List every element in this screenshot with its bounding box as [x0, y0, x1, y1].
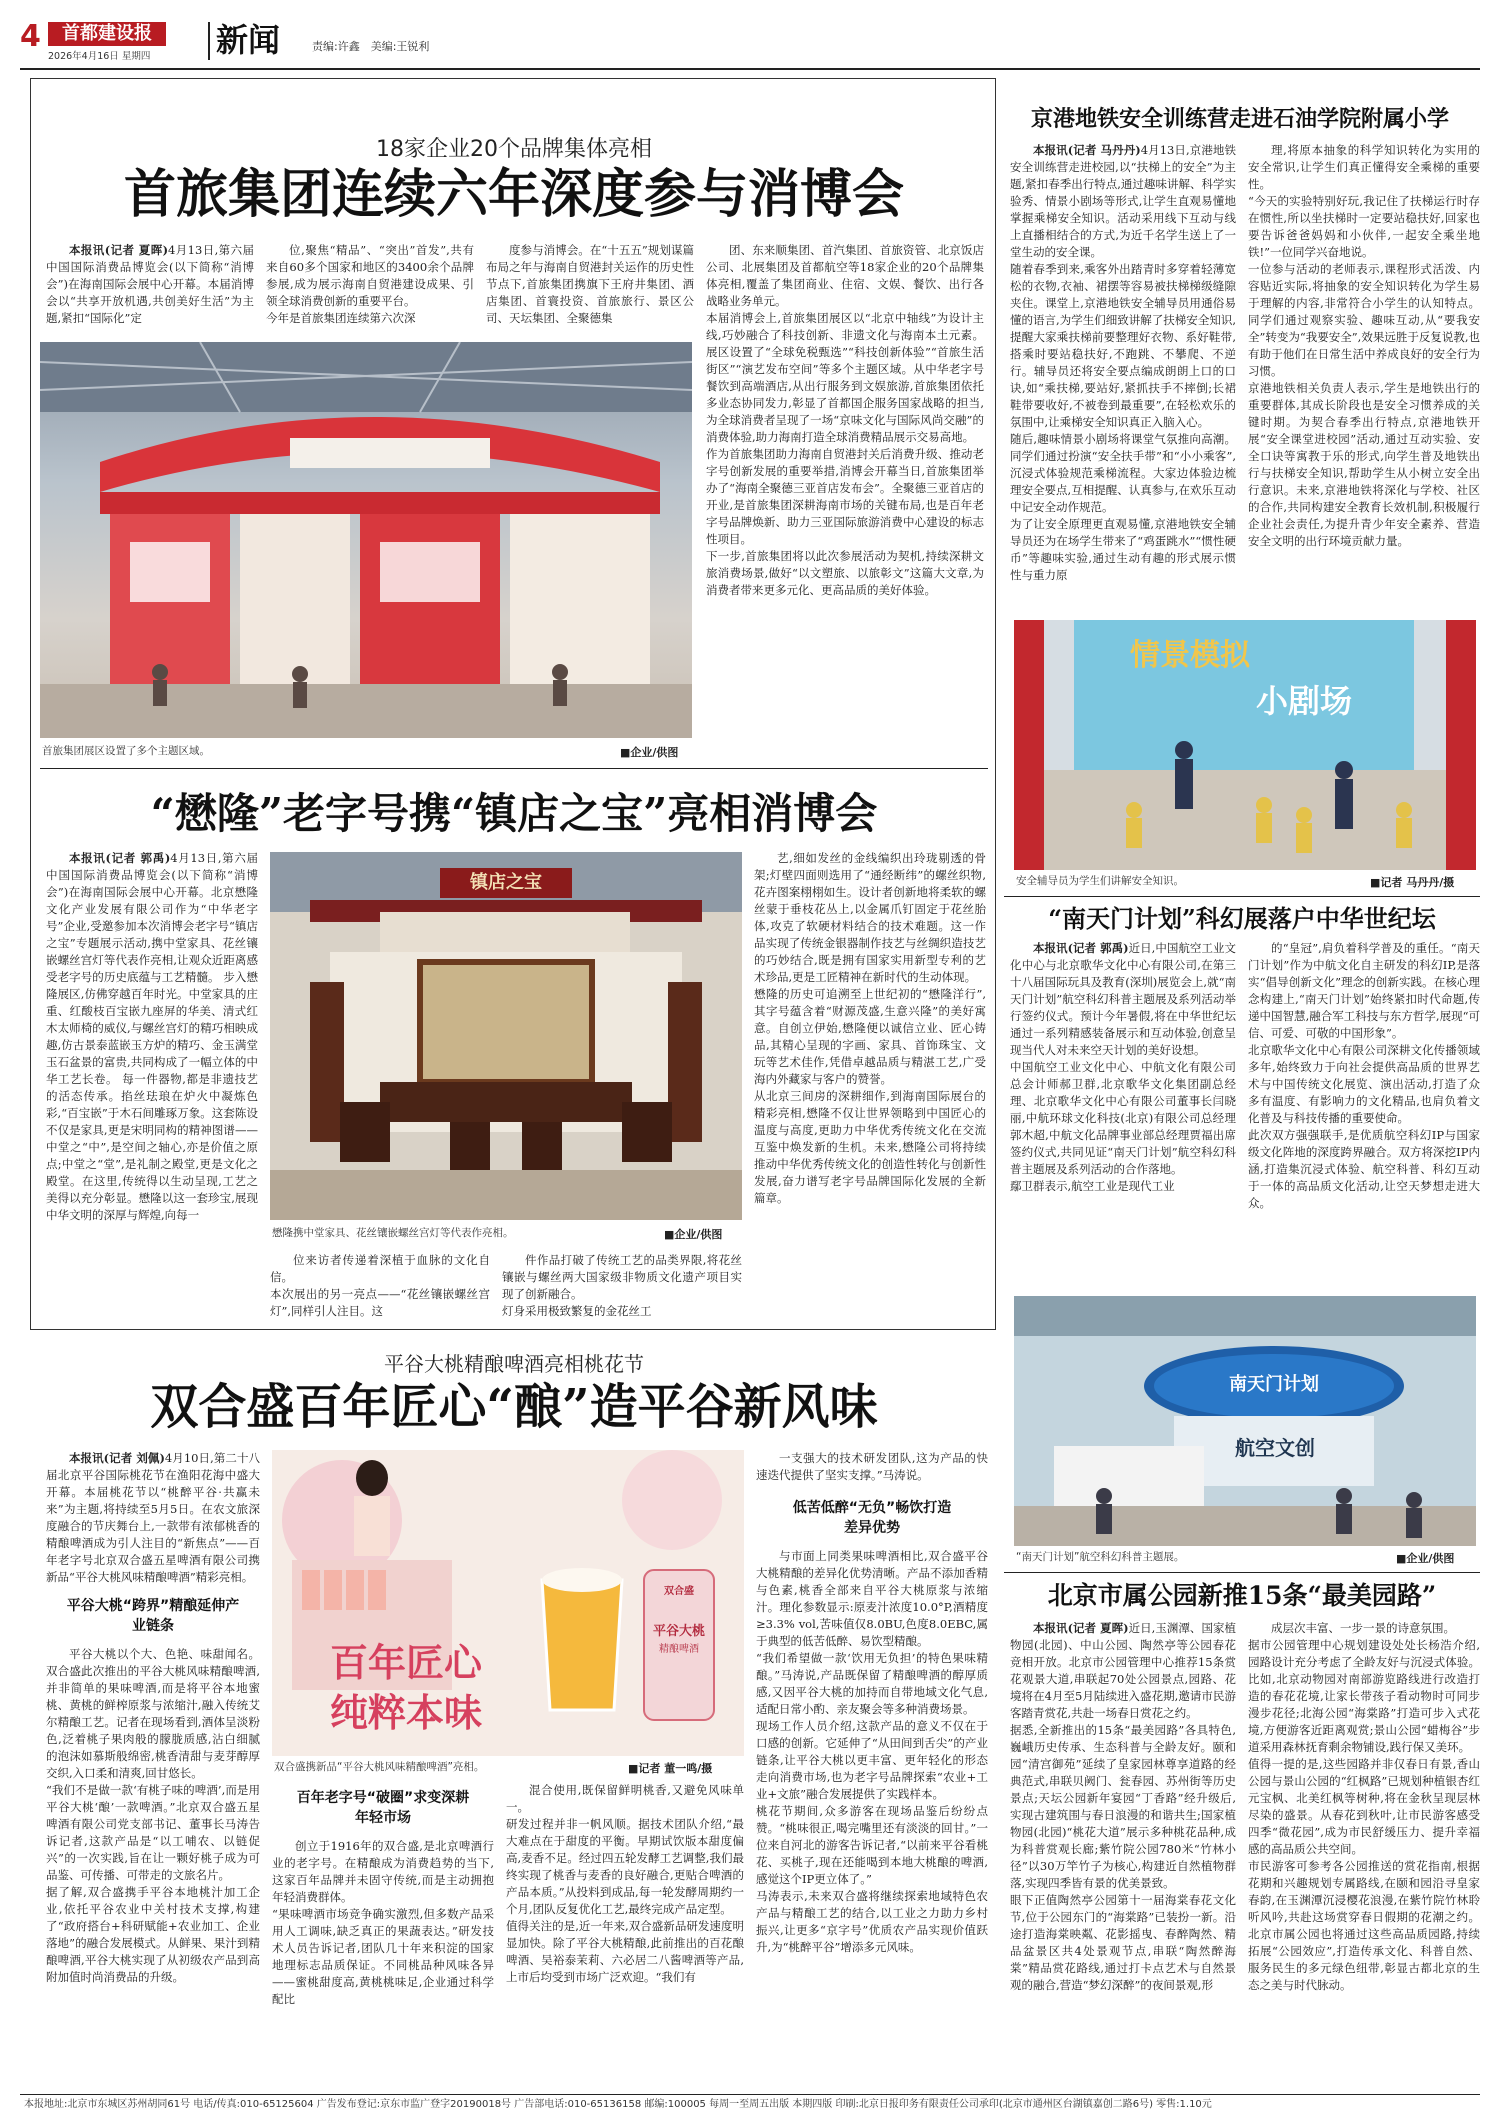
art4-stage-line1: 情景模拟: [1130, 638, 1250, 673]
paper-name: 首都建设报: [48, 22, 166, 46]
art1-photo: [40, 342, 692, 738]
art4-col1-text: 4月13日,京港地铁安全训练营走进校园,以“扶梯上的安全”为主题,紧扣春季出行特点,通过趣味讲解、科学实验秀、情景小剧场等形式,让学生直观易懂地掌握乘梯安全知识。活动采用线下互动与线上直播相结合的方式,为近千名学生送上了一堂生动的安全课。 随着春季到来,乘客外出踏青时多穿着轻薄宽松的衣物,衣袖、裙摆等容易被扶梯梯级缝隙夹住。课堂上,京港地铁安全辅导员用通俗易懂的语言,为学生们细致讲解了扶梯安全知识,提醒大家乘扶梯前要整理好衣物、系好鞋带,搭乘时要站稳扶好,不跑跳、不攀爬、不逆行。辅导员还将安全要点编成朗朗上口的口诀,如“乘扶梯,要站好,紧抓扶手不摔倒;长裙鞋带要收好,不被卷到最重要”,在轻松欢乐的氛围中,让乘梯安全知识真正入脑入心。 随后,趣味情景小剧场将课堂气氛推向高潮。同学们通过扮演“安全扶手带”和“小小乘客”,沉浸式体验规范乘梯流程。大家边体验边梳理安全要点,互相提醒、认真参与,在欢乐互动中记安全动作规范。 为了让安全原理更直观易懂,京港地铁安全辅导员还为在场学生带来了“鸡蛋跳水”“惯性硬币”等趣味实验,通过生动有趣的形式展示惯性与重力原: [1010, 143, 1236, 582]
page-number: 4: [20, 19, 41, 54]
art1-col2-text: 位,聚焦“精品”、“突出”首发”,共有来自60多个国家和地区的3400余个品牌参展,成为展示海南自贸港建设成果、引领全球消费创新的重要平台。 今年是首旅集团连续第六次深: [266, 243, 474, 325]
art1-headline: 首旅集团连续六年深度参与消博会: [123, 164, 904, 225]
art3-col3: [506, 1782, 744, 2090]
art1-photo-credit: ■企业/供图: [620, 746, 679, 759]
art5-photo-credit: ■企业/供图: [1396, 1552, 1455, 1565]
art3-col4: [756, 1450, 988, 2090]
art1-col1: [46, 242, 254, 342]
art1-kicker: 18家企业20个品牌集体亮相: [376, 137, 652, 162]
art3-photo: [272, 1450, 744, 1756]
art1-col4-text: 团、东来顺集团、首汽集团、首旅资管、北京饭店公司、北展集团及首都航空等18家企业的20个品牌集体亮相,覆盖了集团商业、住宿、文娱、餐饮、出行各战略业务单元。 本届消博会上,首旅集团展区以“北京中轴线”为设计主线,巧妙融合了科技创新、非遗文化与海南本土元素。展区设置了“全球免税甄选”“科技创新体验”“首旅生活街区”“演艺发布空间”等多个主题区域。从中华老字号餐饮到高端酒店,从出行服务到文娱旅游,首旅集团依托多业态协同发力,彰显了首都国企服务国家战略的担当,为全球消费者呈现了一场“京味文化与国际风尚交融”的消费体验,助力海南打造全球消费精品展示交易高地。 作为首旅集团助力海南自贸港封关后消费升级、推动老字号创新发展的重要举措,消博会开幕当日,首旅集团举办了“海南全聚德三亚首店发布会”。全聚德三亚首店的开业,是首旅集团深耕海南市场的关键布局,也是百年老字号品牌焕新、助力三亚国际旅游消费中心建设的标志性项目。 下一步,首旅集团将以此次参展活动为契机,持续深耕文旅消费场景,做好“以文塑旅、以旅彰文”这篇大文章,为消费者带来更多元化、更高品质的美好体验。: [706, 243, 984, 597]
art4-headline: 京港地铁安全训练营走进石油学院附属小学: [1030, 106, 1449, 132]
art3-banner-line2: 纯粹本味: [329, 1691, 482, 1735]
section-name: 新闻: [216, 21, 281, 59]
art1-byline: 本报讯(记者 夏晖): [69, 243, 169, 257]
art2-byline: 本报讯(记者 郭禹): [69, 851, 171, 865]
art3-col2: [272, 1782, 494, 2090]
art5-photo-caption: “南天门计划”航空科幻科普主题展。: [1016, 1551, 1185, 1563]
art2-col1: [46, 850, 258, 1322]
art1-col2: [266, 242, 474, 342]
art3-can-label: 平谷大桃: [652, 1624, 705, 1639]
art3-col1-text: 4月10日,第二十八届北京平谷国际桃花节在渔阳花海中盛大开幕。本届桃花节以“桃醉平谷·共赢未来”为主题,将持续至5月5日。在农文旅深度融合的节庆舞台上,一款带有浓郁桃香的精酿啤酒成为引人注目的“新焦点”——百年老字号北京双合盛五星啤酒有限公司携新品“平谷大桃风味精酿啤酒”精彩亮相。: [46, 1451, 260, 1584]
art4-col2: [1248, 142, 1480, 620]
art3-col1b-text: 平谷大桃以个大、色艳、味甜闻名。双合盛此次推出的平谷大桃风味精酿啤酒,并非简单的果味啤酒,而是将平谷本地蜜桃、黄桃的鲜榨原浆与浓缩汁,融入传统艾尔精酿工艺。记者在现场看到,酒体呈淡粉色,泛着桃子果肉般的朦胧质感,沾白细腻的泡沫如慕斯般绵密,桃香清甜与麦芽醇厚交织,入口柔和清爽,回甘悠长。 “我们不是做一款‘有桃子味的啤酒’,而是用平谷大桃‘酿’一款啤酒。”北京双合盛五星啤酒有限公司党支部书记、董事长马涛告诉记者,这款产品是“以工哺农、以链促兴”的一次实践,旨在让一颗好桃子成为可品鉴、可传播、可带走的文旅名片。 据了解,双合盛携手平谷本地桃汁加工企业,依托平谷农业中关村技术支撑,构建了“政府搭台+科研赋能+农业加工、企业落地”的融合发展模式。从鲜果、果汁到精酿啤酒,平谷大桃实现了从初级农产品到高附加值时尚消费品的升级。: [46, 1647, 260, 1984]
art3-subhead-1: 平谷大桃“跨界”精酿延伸产业链条: [66, 1598, 240, 1634]
art3-photo-caption: 双合盛携新品“平谷大桃风味精酿啤酒”亮相。: [274, 1761, 485, 1773]
art3-kicker: 平谷大桃精酿啤酒亮相桃花节: [384, 1352, 644, 1376]
art1-col1-text: 4月13日,第六届中国国际消费品博览会(以下简称“消博会”)在海南国际会展中心开幕。本届消博会以“共享开放机遇,共创美好生活”为主题,紧扣“国际化”定: [46, 243, 254, 325]
art3-col3-text: 混合使用,既保留鲜明桃香,又避免风味单一。 研发过程并非一帆风顺。据技术团队介绍,“最大难点在于甜度的平衡。早期试饮版本甜度偏高,麦香不足。经过四五轮发酵工艺调整,我们最终实现了桃香与麦香的良好融合,更贴合啤酒的产品本质。”从投料到成品,每一轮发酵周期约一个月,团队反复优化工艺,最终完成产品定型。 值得关注的是,近一年来,双合盛新品研发速度明显加快。除了平谷大桃精酿,此前推出的百花酿啤酒、吴裕泰茉莉、六必居二八酱啤酒等产品,上市后均受到市场广泛欢迎。“我们有: [506, 1783, 744, 1984]
art3-photo-credit: ■记者 董一鸣/摄: [628, 1762, 713, 1775]
art5-col2-text: 的“皇冠”,肩负着科学普及的重任。“南天门计划”作为中航文化自主研发的科幻IP,是落实“倡导创新文化”理念的创新实践。在核心理念构建上,“南天门计划”始终紧扣时代命题,传递中国智慧,融合军工科技与东方哲学,展现“可信、可爱、可敬的中国形象”。 北京歌华文化中心有限公司深耕文化传播领域多年,始终致力于向社会提供高品质的世界艺术与中国传统文化展览、演出活动,打造了众多有温度、有影响力的文化精品,也肩负着文化普及与科技传播的重要使命。 此次双方强强联手,是优质航空科幻IP与国家级文化阵地的深度跨界融合。双方将深挖IP内涵,打造集沉浸式体验、航空科普、科幻互动于一体的高品质文化活动,让空天梦想走进大众。: [1248, 941, 1480, 1210]
aerospace-booth-illustration: [1014, 1296, 1476, 1546]
art6-headline: 北京市属公园新推15条“最美园路”: [1047, 1581, 1437, 1610]
furniture-booth-illustration: [270, 852, 742, 1220]
art3-can-sub: 精酿啤酒: [659, 1644, 699, 1655]
art2-col4-text: 艺,细如发丝的金线编织出玲珑剔透的骨架;灯壁四面则选用了“通经断纬”的螺丝织物,花卉图案栩栩如生。设计者创新地将柔软的螺丝蒙于垂枝花丛上,以金属爪钉固定于花丝胎体,攻克了软硬材料结合的技术难题。这一作品实现了传统金银器制作技艺与丝绸织造技艺的巧妙结合,既是拥有国家实用新型专利的艺术珍品,更是工匠精神在新时代的生动体现。 懋隆的历史可追溯至上世纪初的“懋隆洋行”,其字号蕴含着“财源茂盛,生意兴隆”的美好寓意。自创立伊始,懋隆便以诚信立业、匠心铸品,其精心呈现的字画、家具、首饰珠宝、文玩等艺术佳作,凭借卓越品质与精湛工艺,广受海内外藏家与客户的赞誉。 从北京三间房的深耕细作,到海南国际展台的精彩亮相,懋隆不仅让世界领略到中国匠心的温度与高度,更助力中华优秀传统文化在交流互鉴中焕发新的生机。未来,懋隆公司将持续推动中华优秀传统文化的创造性转化与创新性发展,奋力谱写老字号品牌国际化发展的全新篇章。: [754, 851, 986, 1205]
art2-photo-caption: 懋隆携中堂家具、花丝镶嵌螺丝宫灯等代表作亮相。: [272, 1227, 514, 1239]
art6-col2-text: 成层次丰富、一步一景的诗意氛围。 据市公园管理中心规划建设处处长杨浩介绍,园路设计充分考虑了全龄友好与沉浸式体验。比如,北京动物园对南部游览路线进行改造打造的春花花境,让家长带孩子看动物时可同步漫步花径;北海公园“海棠路”打造可步入式花境,方便游客近距离观赏;景山公园“蜡梅谷”步道采用森林抚育剩余物铺设,践行保又美环。 值得一提的是,这些园路并非仅春日有景,香山公园与景山公园的“红枫路”已规划种植银杏红元宝枫、北美红枫等树种,将在金秋呈现层林尽染的盛景。从春花到秋叶,让市民游客感受四季“微花园”,成为市民舒缓压力、提升幸福感的高品质公共空间。 市民游客可参考各公园推送的赏花指南,根据花期和兴趣规划专属路线,在颐和园沿寻皇家春韵,在玉渊潭沉浸樱花浪漫,在紫竹院竹林聆听风吟,共赴这场赏穿春日假期的花潮之约。北京市属公园也将通过这些高品质园路,持续拓展“公园效应”,打造传承文化、科普自然、服务民生的多元绿色纽带,彰显古都北京的生态之美与时代脉动。: [1248, 1621, 1480, 1992]
masthead: [0, 0, 1500, 72]
art5-col1-text: 近日,中国航空工业文化中心与北京歌华文化中心有限公司,在第三十八届国际玩具及教育(深圳)展览会上,就“南天门计划”航空科幻科普主题展及系列活动举行签约仪式。预计今年暑假,将在中华世纪坛通过一系列精感装备展示和互动体验,创意呈现当代人对未来空天计划的美好设想。 中国航空工业文化中心、中航文化有限公司总会计师郝卫群,北京歌华文化集团副总经理、北京歌华文化中心有限公司董事长闫晓丽,中航环球文化科技(北京)有限公司总经理郭木超,中航文化品牌事业部总经理贾福出席签约仪式,共同见证“南天门计划”航空科幻科普主题展及系列活动的合作落地。 鄢卫群表示,航空工业是现代工业: [1010, 941, 1236, 1193]
divider-line: [40, 768, 988, 769]
art3-byline: 本报讯(记者 刘佩): [69, 1451, 165, 1465]
art2-col2-text: 位来访者传递着深植于血脉的文化自信。 本次展出的另一亮点——“花丝镶嵌螺丝宫灯”,同样引人注目。这: [270, 1253, 490, 1318]
art3-col1: [46, 1450, 260, 2090]
editors-line: 责编:许鑫 美编:王锐利: [312, 40, 430, 53]
art3-headline: 双合盛百年匠心“酿”造平谷新风味: [150, 1379, 878, 1435]
art2-col4: [754, 850, 986, 1322]
art2-col1-text: 4月13日,第六届中国国际消费品博览会(以下简称“消博会”)在海南国际会展中心开幕。北京懋隆文化产业发展有限公司作为“中华老字号”企业,受邀参加本次消博会老字号“镇店之宝”专题展示活动,携中堂家具、花丝镶嵌螺丝宫灯等代表作亮相,让观众近距离感受老字号的历史底蕴与工艺精髓。 步入懋隆展区,仿佛穿越百年时光。中堂家具的庄重、红酸枝百宝嵌九座屏的华美、清式红木太师椅的威仪,与螺丝宫灯的精巧相映成趣,仿古景泰蓝嵌玉方炉的精巧、金玉满堂玉石盆景的富贵,共同构成了一幅立体的中华工艺长卷。 每一件器物,都是非遗技艺的活态传承。掐丝珐琅在炉火中凝炼色彩,“百宝嵌”于木石间雕琢万象。这套陈设不仅是家具,更是宋明同构的精神图谱——中堂之“中”,是空间之轴心,亦是价值之原点;中堂之“堂”,是礼制之殿堂,更是文化之殿堂。在这里,传统得以生动呈现,工艺之美得以充分彰显。懋隆以这一套珍宝,展现中华文明的深厚与辉煌,向每一: [46, 851, 258, 1222]
art4-stage-line2: 小剧场: [1255, 682, 1352, 720]
art3-col2-text: 创立于1916年的双合盛,是北京啤酒行业的老字号。在精酿成为消费趋势的当下,这家百年品牌并未固守传统,而是主动拥抱年轻消费群体。 “果味啤酒市场竞争确实激烈,但多数产品采用人工调味,缺乏真正的果蔬表达。”研发技术人员告诉记者,团队几十年来积淀的国家地理标志品质保证。不同桃品种风味各异——蜜桃甜度高,黄桃桃味足,企业通过科学配比: [272, 1839, 494, 2006]
art3-banner-line1: 百年匠心: [329, 1641, 482, 1685]
art5-booth-sign-2: 航空文创: [1235, 1436, 1315, 1460]
art2-photo: [270, 852, 742, 1220]
art4-photo-credit: ■记者 马丹丹/摄: [1370, 876, 1455, 889]
art4-photo-caption: 安全辅导员为学生们讲解安全知识。: [1016, 875, 1184, 887]
section-divider: [208, 22, 210, 60]
art3-col4a-text: 一支强大的技术研发团队,这为产品的快速迭代提供了坚实支撑。”马涛说。: [756, 1451, 988, 1482]
art2-col2: [270, 1252, 490, 1322]
art4-byline: 本报讯(记者 马丹丹): [1033, 143, 1141, 157]
art1-col3-text: 度参与消博会。在“十五五”规划谋篇布局之年与海南自贸港封关运作的历史性节点下,首旅集团携旗下王府井集团、酒店集团、首寰投资、首旅旅行、景区公司、天坛集团、全聚德集: [486, 243, 694, 325]
art3-subhead-3: 低苦低醉“无负”畅饮打造差异优势: [792, 1500, 952, 1536]
date-line: 2026年4月16日 星期四: [48, 51, 151, 62]
art4-col1: [1010, 142, 1236, 620]
art1-col3: [486, 242, 694, 342]
footer-rule: [20, 2094, 1480, 2095]
art5-photo: [1014, 1296, 1476, 1546]
art5-headline: “南天门计划”科幻展落户中华世纪坛: [1048, 904, 1436, 933]
art1-photo-caption: 首旅集团展区设置了多个主题区域。: [42, 745, 210, 757]
masthead-rule: [20, 68, 1480, 70]
art5-col2: [1248, 940, 1480, 1296]
art2-photo-credit: ■企业/供图: [664, 1228, 723, 1241]
art6-byline: 本报讯(记者 夏晖): [1033, 1621, 1129, 1635]
art3-can-brand: 双合盛: [664, 1586, 694, 1597]
divider-line: [1004, 896, 1480, 897]
art2-headline: “懋隆”老字号携“镇店之宝”亮相消博会: [150, 789, 878, 838]
art3-subhead-2: 百年老字号“破圈”求变深耕年轻市场: [296, 1790, 470, 1826]
art2-col3-text: 件作品打破了传统工艺的品类界限,将花丝镶嵌与螺丝两大国家级非物质文化遗产项目实现了创新融合。 灯身采用极致繁复的金花丝工: [502, 1253, 742, 1318]
art6-col2: [1248, 1620, 1480, 2088]
art2-col3: [502, 1252, 742, 1322]
footer-text: 本报地址:北京市东城区苏州胡同61号 电话/传真:010-65125604 广告发布登记:京东市监广登字20190018号 广告部电话:010-65136158 邮编:100005 每周一至周五出版 本期四版 印刷:北京日报印务有限责任公司承印(北京市通州区台湖镇嘉创二路6号) 零售:1.10元: [24, 2099, 1212, 2110]
divider-line: [1004, 1572, 1480, 1573]
art4-photo: [1014, 620, 1476, 870]
art5-col1: [1010, 940, 1236, 1296]
art5-byline: 本报讯(记者 郭禹): [1033, 941, 1129, 955]
art1-col4: [706, 242, 984, 754]
exhibition-hall-illustration: [40, 342, 692, 738]
art2-booth-sign: 镇店之宝: [440, 868, 572, 898]
art5-booth-sign: 南天门计划: [1229, 1374, 1319, 1395]
art4-col2-text: 理,将原本抽象的科学知识转化为实用的安全常识,让学生们真正懂得安全乘梯的重要性。 “今天的实验特别好玩,我记住了扶梯运行时存在惯性,所以坐扶梯时一定要站稳扶好,回家也要告诉爸爸妈妈和小伙伴,一起安全乘坐地铁!”一位同学兴奋地说。 一位参与活动的老师表示,课程形式活泼、内容贴近实际,将抽象的安全知识转化为学生易于理解的内容,非常符合小学生的认知特点。同学们通过观察实验、趣味互动,从“要我安全”转变为“我要安全”,效果远胜于反复说教,也有助于他们在日常生活中养成良好的安全行为习惯。 京港地铁相关负责人表示,学生是地铁出行的重要群体,其成长阶段也是安全习惯养成的关键时期。为契合春季出行特点,京港地铁开展“安全课堂进校园”活动,通过互动实验、安全口诀等寓教于乐的形式,向学生普及地铁出行与扶梯安全知识,帮助学生从小树立安全出行意识。未来,京港地铁将深化与学校、社区的合作,共同构建安全教育长效机制,积极履行企业社会责任,为提升青少年安全素养、营造安全文明的出行环境贡献力量。: [1248, 143, 1480, 548]
art6-col1: [1010, 1620, 1236, 2088]
art3-col4-text: 与市面上同类果味啤酒相比,双合盛平谷大桃精酿的差异化优势清晰。产品不添加香精与色素,桃香全部来自平谷大桃原浆与浓缩汁。理化参数显示:原麦汁浓度10.0°P,酒精度≥3.3% vol,苦味值仅8.0BU,色度8.0EBC,属于典型的低苦低醉、易饮型精酿。 “我们希望做一款‘饮用无负担’的特色果味精酿。”马涛说,产品既保留了精酿啤酒的醇厚质感,又因平谷大桃的加持而自带地域文化气息,适配日常小酌、亲友聚会等多种消费场景。 现场工作人员介绍,这款产品的意义不仅在于口感的创新。它延伸了“从田间到舌尖”的产业链条,让平谷大桃以更丰富、更年轻化的形态走向消费市场,也为老字号品牌探索“农业+工业+文旅”融合发展提供了实践样本。 桃花节期间,众多游客在现场品鉴后纷纷点赞。“桃味很正,喝完嘴里还有淡淡的回甘。”一位来自河北的游客告诉记者,“以前来平谷看桃花、买桃子,现在还能喝到本地大桃酿的啤酒,感觉这个IP更立体了。” 马涛表示,未来双合盛将继续探索地域特色农产品与精酿工艺的结合,以工业之力助力乡村振兴,让更多“京字号”优质农产品实现价值跃升,为“桃醉平谷”增添多元风味。: [756, 1549, 988, 1954]
art6-col1-text: 近日,玉渊潭、国家植物园(北园)、中山公园、陶然亭等公园春花竞相开放。北京市公园管理中心推荐15条赏花观景大道,串联起70处公园景点,园路、花境将在4月至5月陆续进入盛花期,邀请市民游客踏青赏花,共赴一场春日赏花之约。 据悉,全新推出的15条“最美园路”各具特色,巍峨历史传承、生态科普与全龄友好。颐和园“清宫御苑”延续了皇家园林尊享道路的经典范式,串联贝阙门、瓮春园、苏州街等历史景点;天坛公园新年宴园“丁香路”经升级后,实现古建筑围与春日浪漫的和谐共生;国家植物园(北园)“桃花大道”展示多种桃花品种,成为科普赏观长廊;紫竹院公园780米“竹林小径”以30万竿竹子为核心,构建近自然植物群落,实现四季皆有景的优美景致。 眼下正值陶然亭公园第十一届海棠春花文化节,位于公园东门的“海棠路”已装扮一新。沿途打造海棠映粼、花影摇曳、春醉陶然、精品盆景区共4处景观节点,串联“陶然醉海棠”精品赏花路线,通过打卡点艺术与自然景观的融合,营造“梦幻深醉”的夜间景观,形: [1010, 1621, 1236, 1992]
